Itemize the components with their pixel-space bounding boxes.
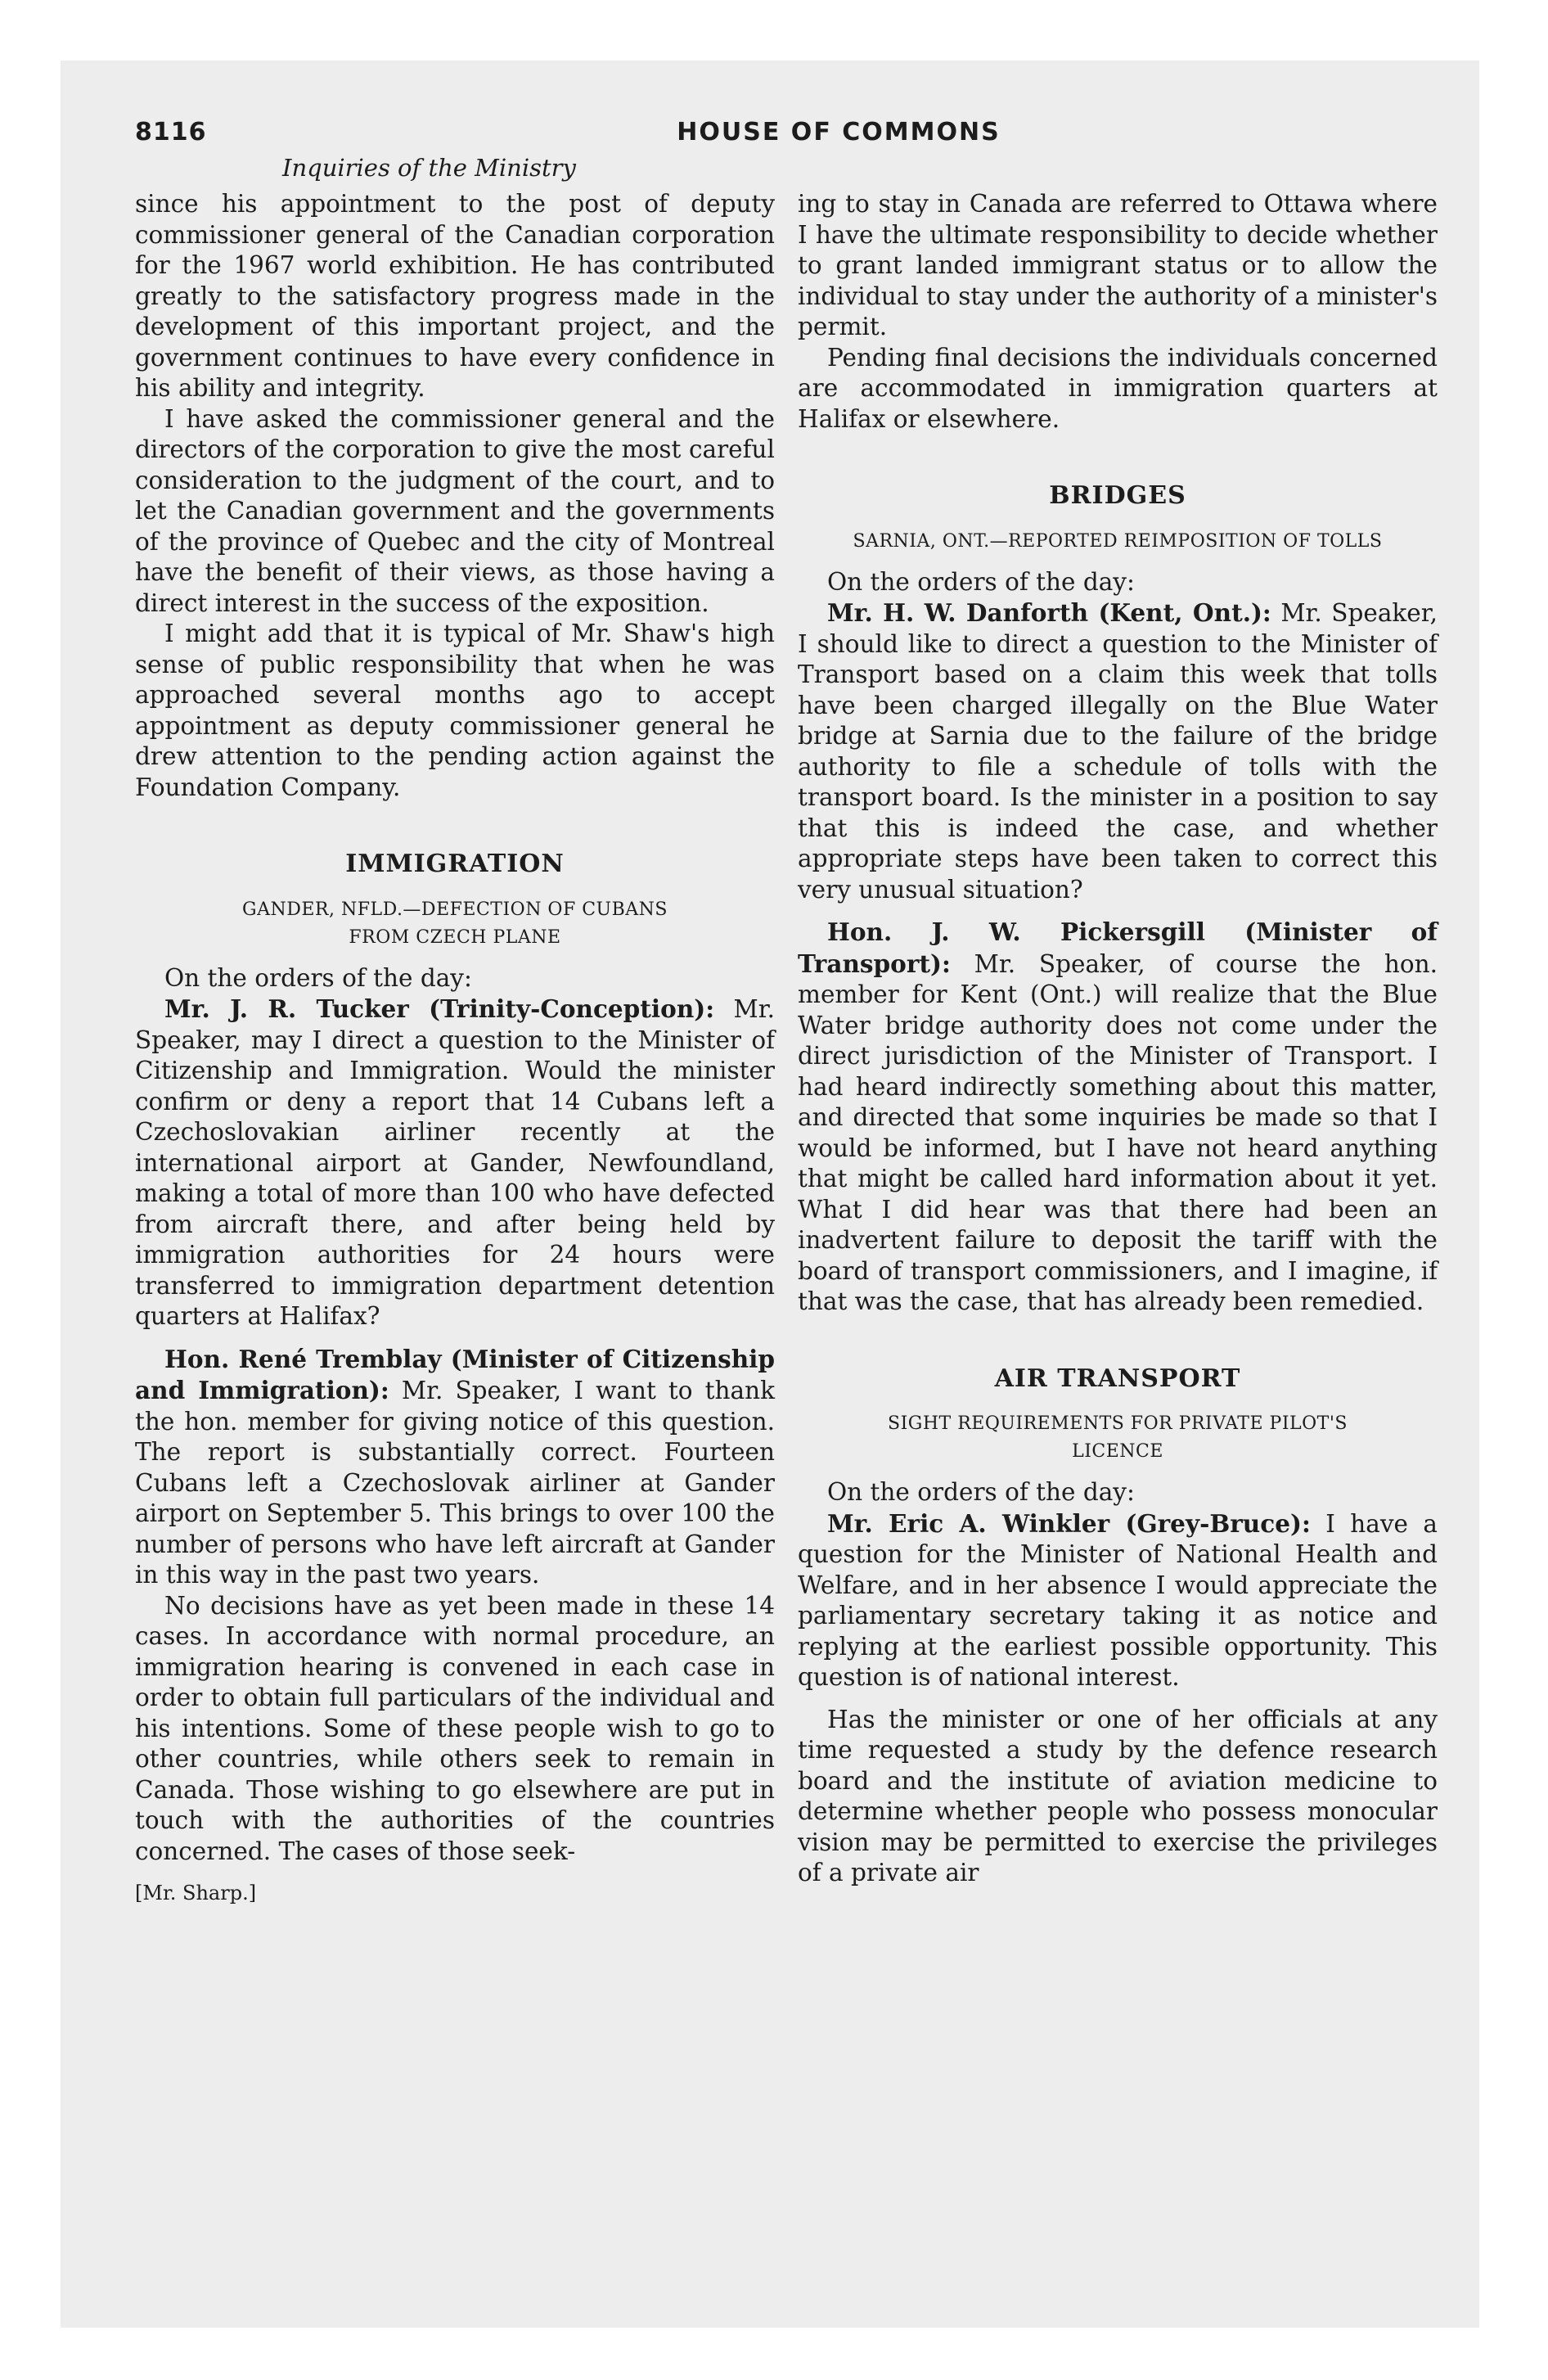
section-heading-bridges: BRIDGES <box>1049 481 1186 510</box>
paragraph: Has the minister or one of her officials at any time requested a study by the defence research board and the institute of aviation medicine to determine whether people who possess monocular vision may be permitted to exercise the privileges of a private air <box>798 1705 1438 1886</box>
speech-winkler <box>798 1508 1438 1693</box>
orders-of-the-day: On the orders of the day: <box>164 963 472 992</box>
subsection-heading <box>798 1410 1438 1466</box>
speech-tremblay <box>135 1344 775 1591</box>
paragraph: since his appointment to the post of deputy commissioner general of the Canadian corporation for the 1967 world exhibition. He has contributed greatly to the satisfactory progress made in the development of this important project, and the government continues to have every confidence in his ability and integrity. <box>135 190 775 402</box>
section-heading-air-transport: AIR TRANSPORT <box>994 1364 1241 1393</box>
speech-tucker <box>135 994 775 1332</box>
section-subhead: Inquiries of the Ministry <box>282 154 576 182</box>
right-column <box>798 189 1438 1889</box>
paragraph: I might add that it is typical of Mr. Shaw's high sense of public responsibility that when he was approached several months ago to accept appointment as deputy commissioner general he drew attention to the pending action against the Foundation Company. <box>135 620 775 801</box>
speaker-name: Mr. Eric A. Winkler (Grey-Bruce): <box>827 1508 1311 1538</box>
subsection-heading-line: SIGHT REQUIREMENTS FOR PRIVATE PILOT'S <box>888 1413 1348 1434</box>
left-column <box>135 189 775 1909</box>
page-header <box>135 118 1436 154</box>
page-footer: [Mr. Sharp.] <box>135 1882 257 1904</box>
paragraph: ing to stay in Canada are referred to Ottawa where I have the ultimate responsibility to decide whether to grant landed immigrant status or to allow the individual to stay under the authority of a minister's permit. <box>798 190 1438 340</box>
speech-text: Mr. Speaker, I want to thank the hon. member for giving notice of this question. The report is substantially correct. Fourteen Cubans left a Czechoslovak airliner at Gander airport on September 5. This brings to over 100 the number of persons who have left aircraft at Gander in this way in the past two years. <box>135 1377 775 1589</box>
subsection-heading <box>798 528 1438 556</box>
speaker-name: Hon. J. W. Pickersgill (Minister of Transport): <box>798 917 1438 978</box>
speaker-name: Mr. H. W. Danforth (Kent, Ont.): <box>827 598 1271 627</box>
section-heading-immigration: IMMIGRATION <box>345 850 565 878</box>
orders-of-the-day: On the orders of the day: <box>827 567 1135 596</box>
speaker-name: Hon. René Tremblay (Minister of Citizenship and Immigration): <box>135 1344 775 1404</box>
speech-text: Mr. Speaker, of course the hon. member for Kent (Ont.) will realize that the Blue Water bridge authority does not come under the direct jurisdiction of the Minister of Transport. I had heard indirectly something about this matter, and directed that some inquiries be made so that I would be informed, but I have not heard anything that might be called hard information about it yet. What I did hear was that there had been an inadvertent failure to deposit the tariff with the board of transport commissioners, and I imagine, if that was the case, that has already been remedied. <box>798 949 1438 1315</box>
page-number: 8116 <box>135 118 207 146</box>
orders-of-the-day: On the orders of the day: <box>827 1478 1135 1506</box>
speaker-name: Mr. J. R. Tucker (Trinity-Conception): <box>164 994 715 1023</box>
paragraph: No decisions have as yet been made in these 14 cases. In accordance with normal procedure, an immigration hearing is convened in each case in order to obtain full particulars of the individual and his intentions. Some of these people wish to go to other countries, while others seek to remain in Canada. Those wishing to go elsewhere are put in touch with the authorities of the countries concerned. The cases of those seek- <box>135 1591 775 1865</box>
speech-text: Mr. Speaker, I should like to direct a question to the Minister of Transport based on a claim this week that tolls have been charged illegally on the Blue Water bridge at Sarnia due to the failure of the bridge authority to file a schedule of tolls with the transport board. Is the minister in a position to say that this is indeed the case, and whether appropriate steps have been taken to correct this very unusual situation? <box>798 599 1438 904</box>
speech-text: I have a question for the Minister of National Health and Welfare, and in her absence I would appreciate the parliamentary secretary taking it as notice and replying at the earliest possible opportunity. This question is of national interest. <box>798 1509 1438 1691</box>
subsection-heading-line: FROM CZECH PLANE <box>349 926 561 948</box>
speech-danforth <box>798 597 1438 905</box>
subsection-heading-line: GANDER, NFLD.—DEFECTION OF CUBANS <box>242 899 668 920</box>
speech-text: Mr. Speaker, may I direct a question to the Minister of Citizenship and Immigration. Would the minister confirm or deny a report that 14 Cubans left a Czechoslovakian airliner recently at the international airport at Gander, Newfoundland, making a total of more than 100 who have defected from aircraft there, and after being held by immigration authorities for 24 hours were transferred to immigration department detention quarters at Halifax? <box>135 995 775 1330</box>
paragraph: Pending final decisions the individuals concerned are accommodated in immigration quarters at Halifax or elsewhere. <box>798 343 1438 433</box>
subsection-heading <box>135 896 775 952</box>
subsection-heading-line: SARNIA, ONT.—REPORTED REIMPOSITION OF TOLLS <box>853 530 1383 552</box>
subsection-heading-line: LICENCE <box>1072 1441 1163 1462</box>
paragraph: I have asked the commissioner general and the directors of the corporation to give the most careful consideration to the judgment of the court, and to let the Canadian government and the governments of the province of Quebec and the city of Montreal have the benefit of their views, as those having a direct interest in the success of the exposition. <box>135 404 775 617</box>
running-head: HOUSE OF COMMONS <box>677 118 1001 146</box>
speech-pickersgill <box>798 917 1438 1318</box>
